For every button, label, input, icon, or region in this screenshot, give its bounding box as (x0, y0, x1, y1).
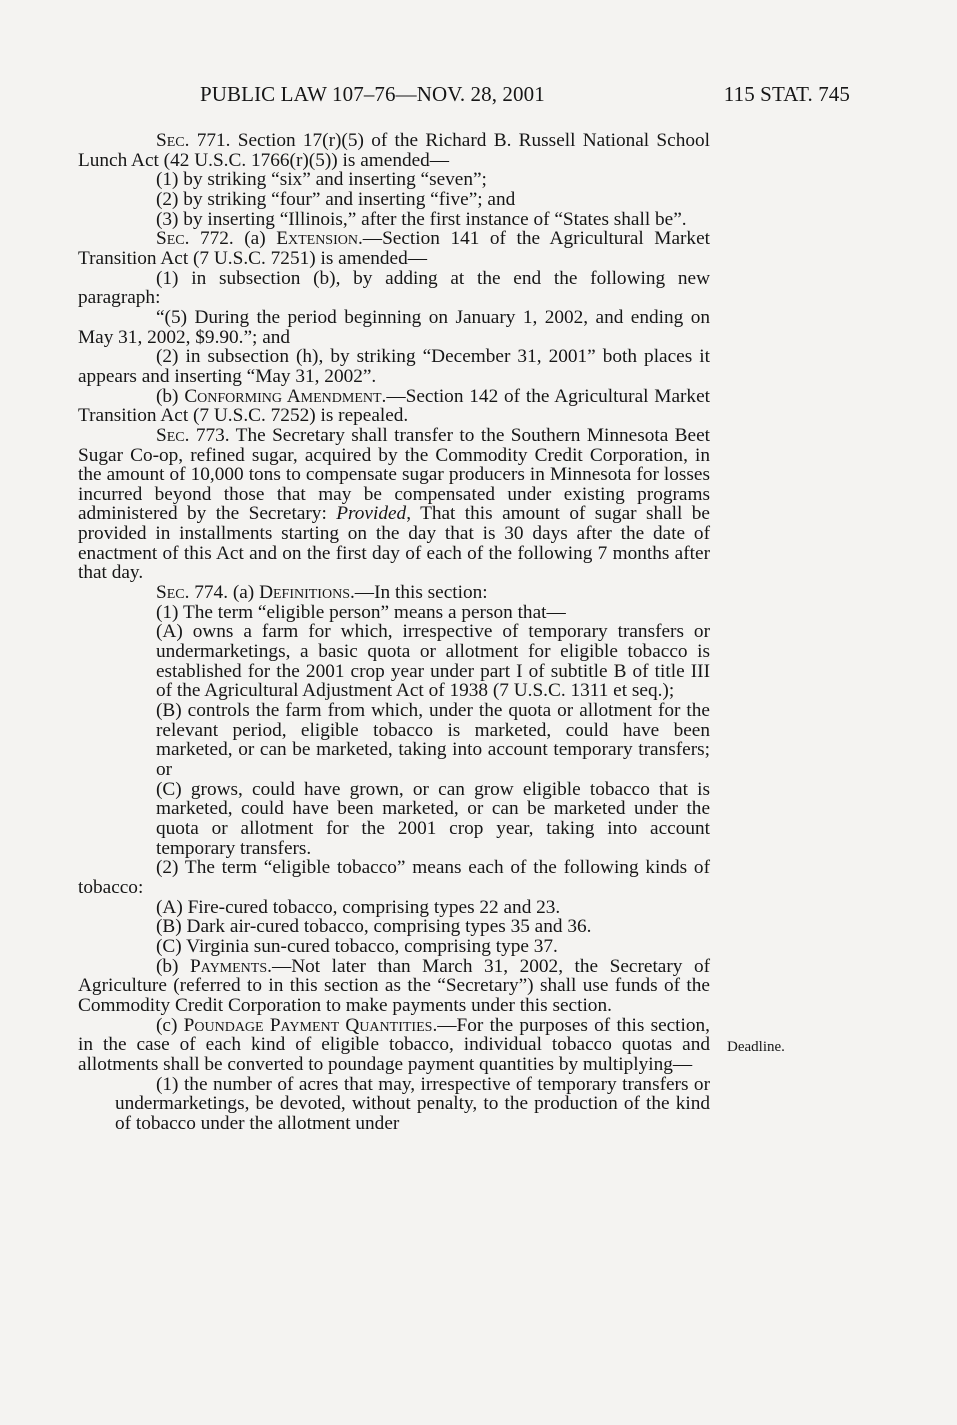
paragraph (78, 426, 710, 583)
paragraph (78, 269, 710, 308)
paragraph (78, 780, 710, 859)
text-run: . 773. The Secretary shall transfer to the Southern Minnesota Beet Sugar Co-op, refined sugar, acquired by the Commodity Credit Corporation, in the amount of 10,000 tons to compensate sugar producers in Minnesota for losses incurred beyond those that may be compensated under existing programs administered by the Secretary: (78, 424, 710, 525)
text-run: (1) The term “eligible person” means a person that— (156, 601, 566, 623)
paragraph (78, 170, 710, 190)
text-run: (3) by inserting “Illinois,” after the first instance of “States shall be”. (156, 208, 687, 230)
paragraph (78, 603, 710, 623)
margin-note-deadline: Deadline. (727, 1039, 785, 1055)
paragraph (78, 917, 710, 937)
text-run: Conforming Amendment (184, 385, 382, 407)
paragraph (78, 308, 710, 347)
text-run: Extension (276, 228, 358, 250)
paragraph (78, 131, 710, 170)
header-title: PUBLIC LAW 107–76—NOV. 28, 2001 (200, 82, 545, 106)
paragraph (78, 701, 710, 780)
text-run: (A) Fire-cured tobacco, comprising types 22 and 23. (156, 896, 561, 918)
text-run: .—For the purposes of this section, in the case of each kind of eligible tobacco, individual tobacco quotas and allotments shall be converted to poundage payment quantities by multiplying— (78, 1014, 711, 1075)
text-run: Sec (156, 582, 185, 604)
text-run: Sec (156, 424, 185, 446)
page-header (200, 82, 850, 112)
text-run: (b) (156, 385, 185, 407)
text-run: “(5) During the period beginning on January 1, 2002, and ending on May 31, 2002, $9.90.”; and (78, 306, 710, 348)
paragraph (78, 583, 710, 603)
text-run: Sec (156, 228, 185, 250)
text-run: Sec (156, 130, 185, 151)
text-run: (1) in subsection (b), by adding at the end the following new paragraph: (78, 267, 710, 309)
text-run: .—Section 142 of the Agricultural Market Transition Act (7 U.S.C. 7252) is repealed. (78, 385, 710, 427)
text-run: . 774. (a) (184, 582, 260, 604)
text-run: (2) by striking “four” and inserting “five”; and (156, 188, 516, 210)
paragraph (78, 387, 710, 426)
text-run: Poundage Payment Quantities (183, 1014, 433, 1036)
paragraph (78, 858, 710, 897)
text-run: (1) by striking “six” and inserting “seven”; (156, 169, 487, 191)
text-run: (A) owns a farm for which, irrespective of temporary transfers or undermarketings, a basic quota or allotment for eligible tobacco is established for the 2001 crop year under part I of subtitle B of title III of the Agricultural Adjustment Act of 1938 (7 U.S.C. 1311 et seq.); (156, 621, 710, 702)
paragraph (78, 1075, 710, 1134)
paragraph (78, 1016, 710, 1075)
text-run: (2) in subsection (h), by striking “December 31, 2001” both places it appears and inserting “May 31, 2002”. (78, 346, 710, 387)
paragraph (78, 622, 710, 701)
paragraph (78, 190, 710, 210)
header-page-ref: 115 STAT. 745 (723, 82, 850, 106)
text-run: (C) Virginia sun-cured tobacco, comprising type 37. (156, 935, 558, 957)
paragraph (78, 937, 710, 957)
paragraph (78, 957, 710, 1016)
text-run: (2) The term “eligible tobacco” means each of the following kinds of tobacco: (78, 857, 710, 898)
text-run: .—Not later than March 31, 2002, the Secretary of Agriculture (referred to in this section as the “Secretary”) shall use funds of the Commodity Credit Corporation to make payments under this section. (78, 955, 710, 1016)
text-run: (1) the number of acres that may, irrespective of temporary transfers or undermarketings, be devoted, without penalty, to the production of the kind of tobacco under the allotment under (115, 1073, 710, 1134)
text-run: (B) controls the farm from which, under the quota or allotment for the relevant period, eligible tobacco is marketed, could have been marketed, or can be marketed, taking into account temporary transfers; or (156, 700, 710, 780)
paragraph (78, 229, 710, 268)
paragraph (78, 210, 710, 230)
text-run: , That this amount of sugar shall be provided in installments starting on the day that is 30 days after the date of enactment of this Act and on the first day of each of the following 7 months after that day. (78, 503, 710, 584)
text-run: Provided (336, 503, 407, 525)
text-run: (b) (156, 955, 191, 977)
text-run: . 771. Section 17(r)(5) of the Richard B. Russell National School Lunch Act (42 U.S.C. 1766(r)(5)) is amended— (78, 130, 710, 171)
text-run: .—In this section: (349, 582, 488, 604)
paragraph (78, 898, 710, 918)
text-run: (c) (156, 1014, 184, 1036)
paragraph (78, 347, 710, 386)
text-run: (B) Dark air-cured tobacco, comprising types 35 and 36. (156, 916, 592, 938)
text-run: Definitions (259, 582, 350, 604)
text-run: (C) grows, could have grown, or can grow eligible tobacco that is marketed, could have been marketed, or can be marketed under the quota or allotment for the 2001 crop year, taking into account temporary transfers. (156, 778, 710, 859)
body-text (78, 131, 710, 1133)
text-run: .—Section 141 of the Agricultural Market Transition Act (7 U.S.C. 7251) is amended— (78, 228, 710, 269)
text-run: . 772. (a) (184, 228, 277, 250)
text-run: Payments (190, 955, 268, 977)
